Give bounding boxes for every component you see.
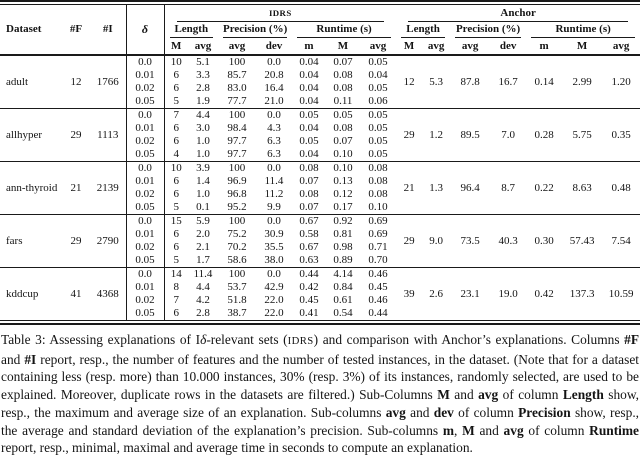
subgroup-idrs-precision: Precision (%) bbox=[218, 22, 292, 38]
anchor-value: 0.48 bbox=[602, 162, 640, 215]
idrs-value: 2.0 bbox=[196, 228, 210, 240]
idrs-value: 96.9 bbox=[227, 175, 247, 187]
idrs-value: 6 bbox=[173, 241, 179, 253]
idrs-value: 100 bbox=[218, 268, 256, 282]
idrs-value: 0.04 bbox=[299, 95, 319, 107]
idrs-value: 5.1 bbox=[188, 55, 218, 69]
idrs-value: 2.1 bbox=[196, 241, 210, 253]
idrs-value: 75.2 bbox=[227, 228, 247, 240]
delta-value: 0.05 bbox=[126, 201, 164, 215]
table-row bbox=[0, 109, 640, 123]
idrs-value: 96.8 bbox=[227, 188, 247, 200]
delta-value: 0.0 bbox=[126, 162, 164, 176]
idrs-value: 0.07 bbox=[299, 201, 319, 213]
idrs-value: 0.04 bbox=[299, 122, 319, 134]
dataset-name: ann-thyroid bbox=[0, 162, 62, 215]
caption-segment: #I bbox=[24, 351, 37, 367]
subgroup-idrs-length: Length bbox=[164, 22, 218, 38]
idrs-value: 1.0 bbox=[196, 135, 210, 147]
num-features-value: 12 bbox=[62, 55, 90, 109]
idrs-value: 0.10 bbox=[333, 148, 353, 160]
anchor-value: 10.59 bbox=[602, 268, 640, 321]
idrs-value: 6 bbox=[173, 307, 179, 319]
idrs-value: 0.08 bbox=[368, 188, 388, 200]
delta-value: 0.02 bbox=[126, 135, 164, 148]
caption-segment: avg bbox=[385, 404, 406, 420]
idrs-value: 38.0 bbox=[264, 254, 284, 266]
idrs-value: 0.44 bbox=[368, 307, 388, 319]
subcol-idrs-length-max: M bbox=[164, 38, 188, 55]
idrs-value: 6 bbox=[173, 69, 179, 81]
col-header-num-features: #F bbox=[62, 5, 90, 55]
caption-segment: ) and comparison with Anchor’s explanations. Columns bbox=[313, 332, 625, 347]
subcol-idrs-runtime-max: M bbox=[326, 38, 360, 55]
idrs-value: 0.84 bbox=[333, 281, 353, 293]
group-label-anchor: Anchor bbox=[500, 7, 536, 19]
idrs-value: 4 bbox=[173, 148, 179, 160]
idrs-value: 1.0 bbox=[196, 148, 210, 160]
idrs-value: 0.08 bbox=[299, 188, 319, 200]
caption-segment: avg bbox=[503, 422, 524, 438]
caption-segment: and bbox=[405, 404, 434, 420]
idrs-value: 1.0 bbox=[196, 188, 210, 200]
caption-segment: and bbox=[449, 387, 479, 403]
idrs-value: 0.08 bbox=[333, 82, 353, 94]
anchor-value: 29 bbox=[396, 109, 422, 162]
idrs-value: 22.0 bbox=[264, 307, 284, 319]
num-features-value: 29 bbox=[62, 215, 90, 268]
idrs-value: 0.0 bbox=[256, 268, 292, 282]
num-instances-value: 2790 bbox=[90, 215, 126, 268]
idrs-value: 0.13 bbox=[333, 175, 353, 187]
delta-value: 0.02 bbox=[126, 294, 164, 307]
anchor-value: 1.3 bbox=[422, 162, 450, 215]
delta-value: 0.02 bbox=[126, 188, 164, 201]
subgroup-idrs-runtime: Runtime (s) bbox=[292, 22, 396, 38]
anchor-value: 23.1 bbox=[450, 268, 490, 321]
idrs-value: 85.7 bbox=[227, 69, 247, 81]
idrs-value: 9.9 bbox=[267, 201, 281, 213]
anchor-value: 5.3 bbox=[422, 55, 450, 109]
caption-segment: IDRS bbox=[287, 335, 314, 347]
num-instances-value: 1766 bbox=[90, 55, 126, 109]
idrs-value: 0.10 bbox=[326, 162, 360, 176]
idrs-value: 0.05 bbox=[368, 122, 388, 134]
subcol-anchor-length-avg: avg bbox=[422, 38, 450, 55]
caption-segment: Table 3: Assessing explanations of I bbox=[1, 332, 201, 347]
caption-segment: and bbox=[1, 351, 25, 367]
caption-segment: , bbox=[454, 422, 463, 438]
num-instances-value: 2139 bbox=[90, 162, 126, 215]
idrs-value: 0.04 bbox=[299, 69, 319, 81]
caption-segment: report, resp., minimal, maximal and average time in seconds to compute an explanation. bbox=[1, 440, 473, 456]
num-features-value: 21 bbox=[62, 162, 90, 215]
anchor-value: 0.35 bbox=[602, 109, 640, 162]
anchor-value: 0.30 bbox=[526, 215, 562, 268]
idrs-value: 10 bbox=[164, 55, 188, 69]
caption-segment: Precision bbox=[518, 404, 571, 420]
col-header-delta bbox=[126, 5, 164, 55]
idrs-value: 10 bbox=[164, 162, 188, 176]
idrs-value: 6.3 bbox=[267, 135, 281, 147]
idrs-value: 0.98 bbox=[333, 241, 353, 253]
anchor-value: 73.5 bbox=[450, 215, 490, 268]
idrs-value: 4.14 bbox=[326, 268, 360, 282]
caption-segment: dev bbox=[433, 404, 454, 420]
delta-value: 0.01 bbox=[126, 69, 164, 82]
anchor-value: 29 bbox=[396, 215, 422, 268]
idrs-value: 0.04 bbox=[368, 69, 388, 81]
idrs-value: 8 bbox=[173, 281, 179, 293]
idrs-value: 0.07 bbox=[299, 175, 319, 187]
table-row bbox=[0, 162, 640, 176]
anchor-value: 89.5 bbox=[450, 109, 490, 162]
idrs-value: 100 bbox=[218, 55, 256, 69]
anchor-value: 8.7 bbox=[490, 162, 526, 215]
delta-value: 0.0 bbox=[126, 215, 164, 229]
subcol-idrs-precision-dev: dev bbox=[256, 38, 292, 55]
idrs-value: 0.58 bbox=[299, 228, 319, 240]
idrs-value: 30.9 bbox=[264, 228, 284, 240]
anchor-value: 96.4 bbox=[450, 162, 490, 215]
table-caption bbox=[1, 331, 639, 457]
delta-symbol: δ bbox=[141, 21, 149, 36]
idrs-value: 0.04 bbox=[299, 82, 319, 94]
subgroup-anchor-precision: Precision (%) bbox=[450, 22, 526, 38]
caption-segment: -relevant sets ( bbox=[206, 332, 288, 347]
idrs-value: 0.17 bbox=[333, 201, 353, 213]
num-instances-value: 1113 bbox=[90, 109, 126, 162]
idrs-value: 0.07 bbox=[333, 135, 353, 147]
delta-value: 0.05 bbox=[126, 307, 164, 320]
subcol-idrs-runtime-avg: avg bbox=[360, 38, 396, 55]
caption-segment: show, resp., the maximum and average size of an explanation. Sub-columns bbox=[1, 387, 639, 420]
num-instances-value: 4368 bbox=[90, 268, 126, 321]
caption-segment: m bbox=[442, 422, 454, 438]
caption-segment: δ bbox=[200, 332, 207, 347]
num-features-value: 41 bbox=[62, 268, 90, 321]
idrs-value: 0.0 bbox=[256, 55, 292, 69]
idrs-value: 95.2 bbox=[227, 201, 247, 213]
idrs-value: 4.3 bbox=[267, 122, 281, 134]
idrs-value: 58.6 bbox=[227, 254, 247, 266]
anchor-value: 5.75 bbox=[562, 109, 602, 162]
dataset-name: fars bbox=[0, 215, 62, 268]
idrs-value: 0.46 bbox=[368, 294, 388, 306]
anchor-value: 7.0 bbox=[490, 109, 526, 162]
idrs-value: 51.8 bbox=[227, 294, 247, 306]
caption-segment: Runtime bbox=[589, 422, 639, 438]
subcol-anchor-precision-avg: avg bbox=[450, 38, 490, 55]
idrs-value: 53.7 bbox=[227, 281, 247, 293]
idrs-value: 11.2 bbox=[264, 188, 284, 200]
idrs-value: 0.10 bbox=[368, 201, 388, 213]
idrs-value: 0.08 bbox=[368, 175, 388, 187]
idrs-value: 5 bbox=[173, 201, 179, 213]
delta-value: 0.0 bbox=[126, 268, 164, 282]
caption-segment: of column bbox=[498, 387, 563, 403]
anchor-value: 0.14 bbox=[526, 55, 562, 109]
idrs-value: 0.05 bbox=[292, 109, 326, 123]
idrs-value: 6 bbox=[173, 228, 179, 240]
idrs-value: 98.4 bbox=[227, 122, 247, 134]
caption-segment: M bbox=[437, 387, 450, 403]
delta-value: 0.02 bbox=[126, 82, 164, 95]
idrs-value: 0.05 bbox=[360, 55, 396, 69]
idrs-value: 2.8 bbox=[196, 307, 210, 319]
subcol-idrs-precision-avg: avg bbox=[218, 38, 256, 55]
subcol-anchor-runtime-avg: avg bbox=[602, 38, 640, 55]
anchor-value: 19.0 bbox=[490, 268, 526, 321]
idrs-value: 0.67 bbox=[299, 241, 319, 253]
idrs-value: 6.3 bbox=[267, 148, 281, 160]
idrs-value: 21.0 bbox=[264, 95, 284, 107]
idrs-value: 42.9 bbox=[264, 281, 284, 293]
idrs-value: 38.7 bbox=[227, 307, 247, 319]
anchor-value: 137.3 bbox=[562, 268, 602, 321]
idrs-value: 14 bbox=[164, 268, 188, 282]
num-features-value: 29 bbox=[62, 109, 90, 162]
anchor-value: 9.0 bbox=[422, 215, 450, 268]
anchor-value: 57.43 bbox=[562, 215, 602, 268]
anchor-value: 2.99 bbox=[562, 55, 602, 109]
idrs-value: 0.54 bbox=[333, 307, 353, 319]
idrs-value: 0.69 bbox=[368, 228, 388, 240]
idrs-value: 15 bbox=[164, 215, 188, 229]
delta-value: 0.0 bbox=[126, 55, 164, 69]
idrs-value: 0.0 bbox=[256, 215, 292, 229]
idrs-value: 5 bbox=[173, 254, 179, 266]
idrs-value: 0.46 bbox=[360, 268, 396, 282]
table-row bbox=[0, 268, 640, 282]
idrs-value: 1.7 bbox=[196, 254, 210, 266]
idrs-value: 0.61 bbox=[333, 294, 353, 306]
idrs-value: 7 bbox=[164, 109, 188, 123]
idrs-value: 0.08 bbox=[292, 162, 326, 176]
dataset-name: allhyper bbox=[0, 109, 62, 162]
group-header-idrs bbox=[164, 5, 396, 22]
anchor-value: 0.28 bbox=[526, 109, 562, 162]
subgroup-anchor-runtime: Runtime (s) bbox=[526, 22, 640, 38]
idrs-value: 70.2 bbox=[227, 241, 247, 253]
idrs-value: 0.05 bbox=[368, 82, 388, 94]
idrs-value: 6 bbox=[173, 135, 179, 147]
idrs-value: 4.4 bbox=[188, 109, 218, 123]
idrs-value: 0.08 bbox=[360, 162, 396, 176]
idrs-value: 35.5 bbox=[264, 241, 284, 253]
header-row-groups bbox=[0, 5, 640, 22]
idrs-value: 0.12 bbox=[333, 188, 353, 200]
idrs-value: 0.05 bbox=[368, 135, 388, 147]
idrs-value: 97.7 bbox=[227, 135, 247, 147]
idrs-value: 5 bbox=[173, 95, 179, 107]
results-table bbox=[0, 5, 640, 320]
idrs-value: 22.0 bbox=[264, 294, 284, 306]
idrs-value: 2.8 bbox=[196, 82, 210, 94]
caption-segment: M bbox=[462, 422, 475, 438]
idrs-value: 0.06 bbox=[368, 95, 388, 107]
idrs-value: 0.05 bbox=[299, 135, 319, 147]
idrs-value: 0.0 bbox=[256, 109, 292, 123]
caption-segment: avg bbox=[478, 387, 499, 403]
idrs-value: 77.7 bbox=[227, 95, 247, 107]
idrs-value: 0.07 bbox=[326, 55, 360, 69]
table-row bbox=[0, 55, 640, 69]
delta-value: 0.05 bbox=[126, 95, 164, 109]
idrs-value: 100 bbox=[218, 162, 256, 176]
idrs-value: 0.44 bbox=[292, 268, 326, 282]
delta-value: 0.01 bbox=[126, 122, 164, 135]
dataset-name: adult bbox=[0, 55, 62, 109]
idrs-value: 0.42 bbox=[299, 281, 319, 293]
idrs-value: 0.71 bbox=[368, 241, 388, 253]
results-table-body bbox=[0, 55, 640, 320]
caption-segment: #F bbox=[624, 332, 640, 347]
idrs-value: 0.0 bbox=[256, 162, 292, 176]
subcol-idrs-length-avg: avg bbox=[188, 38, 218, 55]
col-header-dataset: Dataset bbox=[0, 5, 62, 55]
anchor-value: 39 bbox=[396, 268, 422, 321]
delta-value: 0.02 bbox=[126, 241, 164, 254]
idrs-value: 0.11 bbox=[333, 95, 353, 107]
delta-value: 0.0 bbox=[126, 109, 164, 123]
idrs-value: 0.04 bbox=[292, 55, 326, 69]
idrs-value: 1.9 bbox=[196, 95, 210, 107]
idrs-value: 0.05 bbox=[360, 109, 396, 123]
idrs-value: 0.63 bbox=[299, 254, 319, 266]
anchor-value: 16.7 bbox=[490, 55, 526, 109]
anchor-value: 2.6 bbox=[422, 268, 450, 321]
idrs-value: 0.04 bbox=[299, 148, 319, 160]
idrs-value: 3.0 bbox=[196, 122, 210, 134]
idrs-value: 0.45 bbox=[299, 294, 319, 306]
idrs-value: 3.3 bbox=[196, 69, 210, 81]
idrs-value: 97.7 bbox=[227, 148, 247, 160]
delta-value: 0.01 bbox=[126, 228, 164, 241]
caption-segment: of column bbox=[453, 404, 519, 420]
idrs-value: 4.4 bbox=[196, 281, 210, 293]
idrs-value: 4.2 bbox=[196, 294, 210, 306]
idrs-value: 0.81 bbox=[333, 228, 353, 240]
idrs-value: 20.8 bbox=[264, 69, 284, 81]
subcol-anchor-runtime-max: M bbox=[562, 38, 602, 55]
idrs-value: 100 bbox=[218, 215, 256, 229]
idrs-value: 0.05 bbox=[326, 109, 360, 123]
idrs-value: 1.4 bbox=[196, 175, 210, 187]
idrs-value: 0.41 bbox=[299, 307, 319, 319]
idrs-value: 6 bbox=[173, 82, 179, 94]
idrs-value: 83.0 bbox=[227, 82, 247, 94]
idrs-value: 0.1 bbox=[196, 201, 210, 213]
caption-segment: report, resp., the number of features and the number of tested instances, in the dataset. (Note that for a dataset containing less (resp. more) than 10.000 instances, 30% (resp. 3%) of its instances, randomly selected, are used to be explained. Moreover, duplicate rows in the datasets are filtered.) Sub-Columns bbox=[1, 351, 640, 403]
table-row bbox=[0, 215, 640, 229]
delta-value: 0.05 bbox=[126, 254, 164, 268]
anchor-value: 40.3 bbox=[490, 215, 526, 268]
subcol-idrs-runtime-min: m bbox=[292, 38, 326, 55]
anchor-value: 8.63 bbox=[562, 162, 602, 215]
caption-segment: and bbox=[474, 422, 504, 438]
caption-segment: Length bbox=[562, 387, 604, 403]
idrs-value: 0.69 bbox=[360, 215, 396, 229]
idrs-value: 0.92 bbox=[326, 215, 360, 229]
idrs-value: 0.08 bbox=[333, 122, 353, 134]
anchor-value: 0.22 bbox=[526, 162, 562, 215]
table-bottom-rule-thick bbox=[0, 323, 640, 325]
idrs-value: 0.67 bbox=[292, 215, 326, 229]
anchor-value: 0.42 bbox=[526, 268, 562, 321]
idrs-value: 6 bbox=[173, 188, 179, 200]
idrs-value: 0.45 bbox=[368, 281, 388, 293]
idrs-value: 6 bbox=[173, 122, 179, 134]
group-header-anchor bbox=[396, 5, 640, 22]
anchor-value: 12 bbox=[396, 55, 422, 109]
idrs-value: 5.9 bbox=[188, 215, 218, 229]
idrs-value: 11.4 bbox=[264, 175, 284, 187]
anchor-value: 1.20 bbox=[602, 55, 640, 109]
group-label-idrs: IDRS bbox=[268, 8, 292, 18]
delta-value: 0.01 bbox=[126, 175, 164, 188]
idrs-value: 11.4 bbox=[188, 268, 218, 282]
delta-value: 0.05 bbox=[126, 148, 164, 162]
col-header-num-instances: #I bbox=[90, 5, 126, 55]
idrs-value: 7 bbox=[173, 294, 179, 306]
idrs-value: 0.08 bbox=[333, 69, 353, 81]
idrs-value: 100 bbox=[218, 109, 256, 123]
subcol-anchor-length-max: M bbox=[396, 38, 422, 55]
subgroup-anchor-length: Length bbox=[396, 22, 450, 38]
subcol-anchor-precision-dev: dev bbox=[490, 38, 526, 55]
anchor-value: 7.54 bbox=[602, 215, 640, 268]
subcol-anchor-runtime-min: m bbox=[526, 38, 562, 55]
idrs-value: 3.9 bbox=[188, 162, 218, 176]
dataset-name: kddcup bbox=[0, 268, 62, 321]
anchor-value: 21 bbox=[396, 162, 422, 215]
idrs-value: 16.4 bbox=[264, 82, 284, 94]
idrs-value: 0.70 bbox=[368, 254, 388, 266]
anchor-value: 87.8 bbox=[450, 55, 490, 109]
delta-value: 0.01 bbox=[126, 281, 164, 294]
caption-segment: of column bbox=[523, 422, 590, 438]
idrs-value: 6 bbox=[173, 175, 179, 187]
idrs-value: 0.89 bbox=[333, 254, 353, 266]
caption-segment: show, resp., the average and standard deviation of the explanation’s precision. Sub-columns bbox=[1, 404, 640, 438]
anchor-value: 1.2 bbox=[422, 109, 450, 162]
idrs-value: 0.05 bbox=[368, 148, 388, 160]
